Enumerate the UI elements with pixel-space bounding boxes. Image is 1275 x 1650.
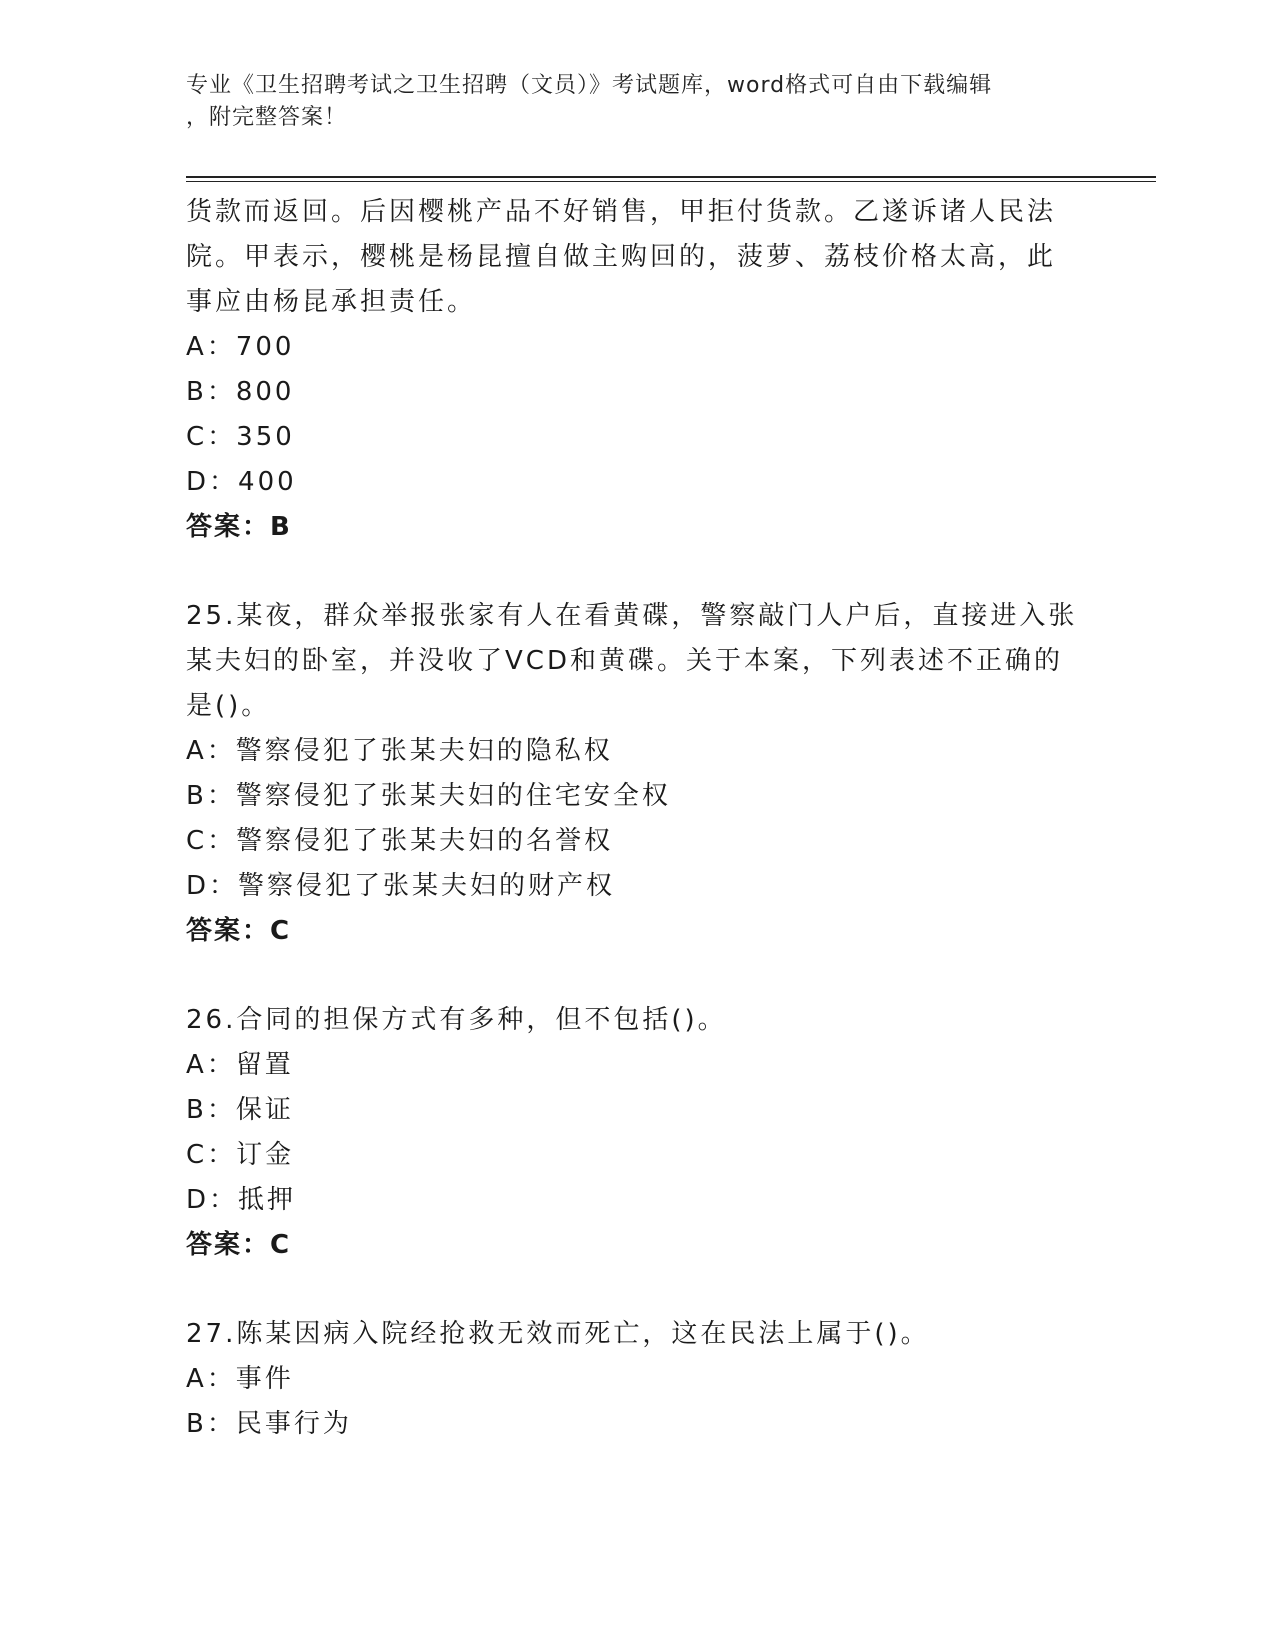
question-25 (186, 594, 1086, 954)
option-d: D：警察侵犯了张某夫妇的财产权 (186, 871, 616, 901)
question-stem-line: 院。甲表示，樱桃是杨昆擅自做主购回的，菠萝、荔枝价格太高，此 (186, 242, 1057, 272)
document-header (186, 70, 1066, 134)
document-body (186, 190, 1086, 1447)
question-stem-line: 货款而返回。后因樱桃产品不好销售，甲拒付货款。乙遂诉诸人民法 (186, 197, 1057, 227)
question-stem-line: 25.某夜，群众举报张家有人在看黄碟，警察敲门人户后，直接进入张 (186, 601, 1078, 631)
question-stem-line: 事应由杨昆承担责任。 (186, 287, 477, 317)
question-stem-line: 是()。 (186, 691, 271, 721)
header-line-2: ，附完整答案！ (186, 105, 348, 130)
option-a: A：事件 (186, 1364, 294, 1394)
question-stem-line: 某夫妇的卧室，并没收了VCD和黄碟。关于本案，下列表述不正确的 (186, 646, 1063, 676)
question-spacer (186, 1268, 1086, 1312)
option-c: C：订金 (186, 1140, 295, 1170)
question-26 (186, 998, 1086, 1268)
question-stem-line: 26.合同的担保方式有多种，但不包括()。 (186, 1005, 727, 1035)
option-b: B：800 (186, 377, 295, 407)
option-c: C：350 (186, 422, 295, 452)
option-b: B：警察侵犯了张某夫妇的住宅安全权 (186, 781, 671, 811)
header-divider (186, 176, 1156, 182)
answer-line: 答案：C (186, 1230, 292, 1260)
option-b: B：保证 (186, 1095, 294, 1125)
answer-line: 答案：C (186, 916, 292, 946)
question-24 (186, 190, 1086, 550)
option-a: A：700 (186, 332, 295, 362)
question-stem-line: 27.陈某因病入院经抢救无效而死亡，这在民法上属于()。 (186, 1319, 930, 1349)
option-b: B：民事行为 (186, 1409, 352, 1439)
answer-line: 答案：B (186, 512, 292, 542)
option-d: D：400 (186, 467, 297, 497)
header-line-1: 专业《卫生招聘考试之卫生招聘（文员）》考试题库，word格式可自由下载编辑 (186, 73, 993, 98)
question-spacer (186, 550, 1086, 594)
option-c: C：警察侵犯了张某夫妇的名誉权 (186, 826, 614, 856)
option-a: A：留置 (186, 1050, 294, 1080)
question-spacer (186, 954, 1086, 998)
option-d: D：抵押 (186, 1185, 297, 1215)
question-27 (186, 1312, 1086, 1447)
option-a: A：警察侵犯了张某夫妇的隐私权 (186, 736, 613, 766)
